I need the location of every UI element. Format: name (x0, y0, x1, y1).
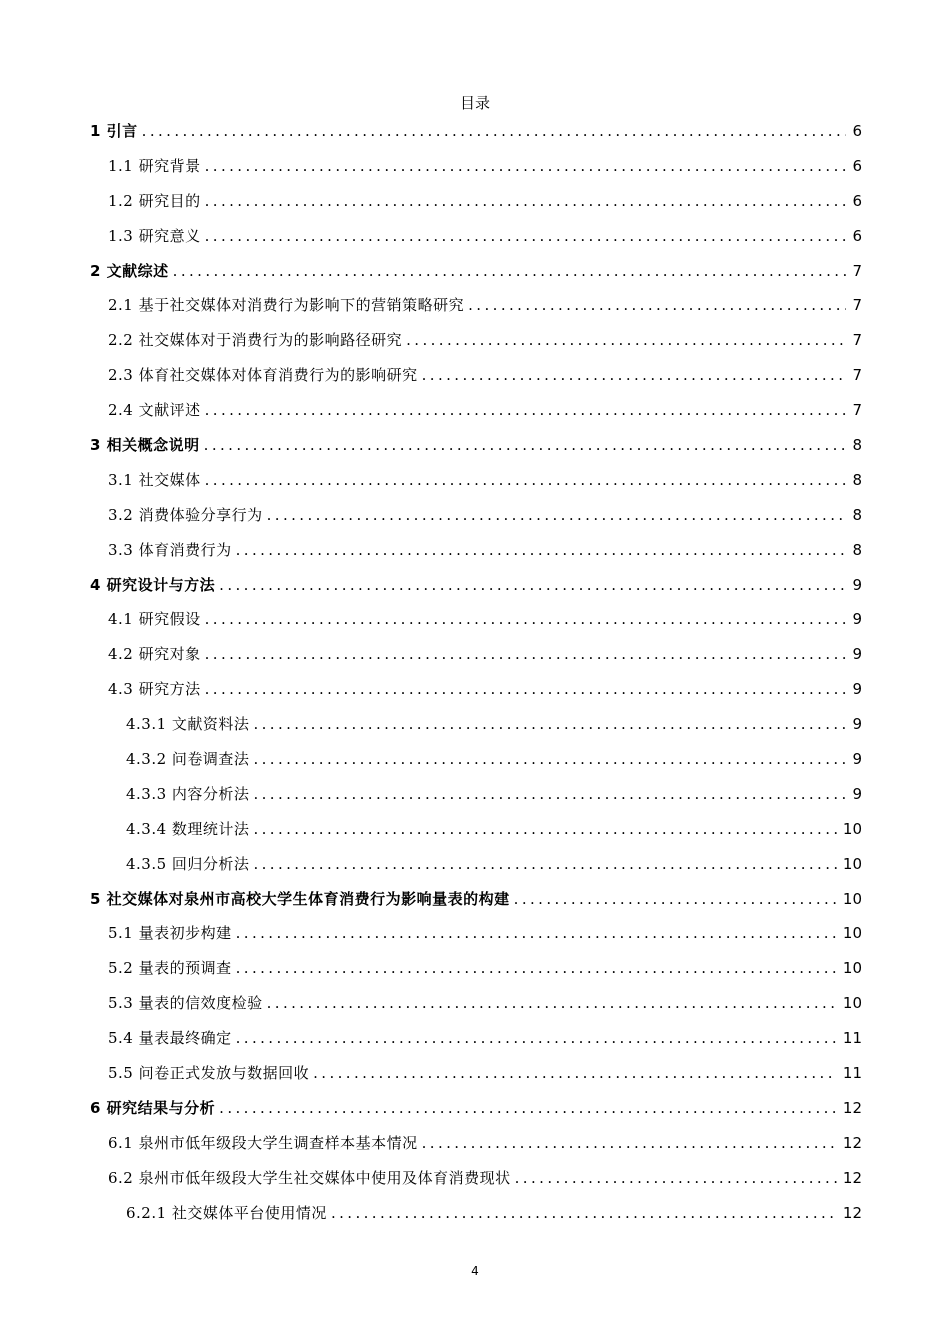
dot-leader (253, 777, 846, 812)
toc-entry-page: 7 (852, 366, 862, 385)
dot-leader (173, 254, 847, 289)
toc-entry-label: 3 相关概念说明 (90, 436, 200, 455)
dot-leader (205, 393, 847, 428)
page-number: 4 (471, 1264, 479, 1278)
dot-leader (515, 1161, 837, 1196)
toc-entry-page: 9 (852, 680, 862, 699)
toc-entry-page: 7 (852, 261, 862, 280)
toc-entry[interactable] (90, 986, 862, 1021)
toc-entry-page: 7 (852, 331, 862, 350)
toc-entry-label: 4.2 研究对象 (108, 645, 201, 664)
toc-entry-label: 4.3.2 问卷调查法 (126, 750, 250, 769)
toc-entry-label: 1.1 研究背景 (108, 156, 201, 175)
toc-entry-page: 12 (842, 1203, 862, 1222)
dot-leader (236, 951, 837, 986)
dot-leader (205, 637, 847, 672)
toc-entry-label: 5.5 问卷正式发放与数据回收 (108, 1064, 310, 1083)
dot-leader (253, 742, 846, 777)
toc-entry[interactable] (90, 672, 862, 707)
toc-entry[interactable] (90, 428, 862, 463)
toc-entry-label: 2 文献综述 (90, 261, 169, 280)
dot-leader (205, 672, 847, 707)
toc-entry-label: 4.3.1 文献资料法 (126, 715, 250, 734)
toc-entry-page: 9 (852, 784, 862, 803)
toc-entry-page: 9 (852, 750, 862, 769)
toc-entry-page: 6 (852, 226, 862, 245)
dot-leader (468, 288, 846, 323)
toc-entry[interactable] (90, 916, 862, 951)
toc-entry[interactable] (90, 533, 862, 568)
toc-entry-page: 8 (852, 540, 862, 559)
toc-entry[interactable] (90, 1091, 862, 1126)
dot-leader (236, 1021, 837, 1056)
toc-entry[interactable] (90, 847, 862, 882)
toc-entry[interactable] (90, 742, 862, 777)
toc-entry-page: 8 (852, 470, 862, 489)
toc-entry-label: 1 引言 (90, 122, 138, 140)
toc-entry[interactable] (90, 637, 862, 672)
toc-entry[interactable] (90, 1161, 862, 1196)
dot-leader (205, 149, 847, 184)
toc-entry-page: 10 (842, 819, 862, 838)
toc-entry-page: 12 (842, 1098, 862, 1117)
toc-entry-label: 4.3.3 内容分析法 (126, 784, 250, 803)
toc-entry[interactable] (90, 114, 862, 149)
toc-entry[interactable] (90, 219, 862, 254)
toc-entry[interactable] (90, 602, 862, 637)
dot-leader (205, 463, 847, 498)
toc-entry[interactable] (90, 288, 862, 323)
toc-entry[interactable] (90, 393, 862, 428)
toc-entry-page: 7 (852, 296, 862, 315)
toc-entry-page: 6 (852, 122, 862, 140)
toc-entry[interactable] (90, 1196, 862, 1231)
toc-entry[interactable] (90, 882, 862, 917)
toc-entry[interactable] (90, 568, 862, 603)
toc-entry-label: 6 研究结果与分析 (90, 1098, 216, 1117)
toc-entry[interactable] (90, 1021, 862, 1056)
toc-entry-label: 2.4 文献评述 (108, 401, 201, 420)
toc-entry-label: 3.2 消费体验分享行为 (108, 505, 263, 524)
toc-entry-page: 9 (852, 575, 862, 594)
toc-entry-label: 4.3.5 回归分析法 (126, 854, 250, 873)
toc-entry-label: 5.3 量表的信效度检验 (108, 994, 263, 1013)
toc-entry-label: 5.2 量表的预调查 (108, 959, 232, 978)
toc-entry-page: 12 (842, 1133, 862, 1152)
dot-leader (205, 602, 847, 637)
dot-leader (253, 812, 836, 847)
dot-leader (236, 916, 837, 951)
toc-entry-label: 4.1 研究假设 (108, 610, 201, 629)
toc-entry-page: 10 (842, 994, 862, 1013)
toc-entry[interactable] (90, 951, 862, 986)
toc-entry-page: 6 (852, 191, 862, 210)
toc-entry-page: 10 (842, 854, 862, 873)
toc-entry-page: 11 (842, 1029, 862, 1048)
toc-entry-label: 3.3 体育消费行为 (108, 540, 232, 559)
dot-leader (267, 498, 847, 533)
dot-leader (331, 1196, 837, 1231)
toc-entry-label: 5.1 量表初步构建 (108, 924, 232, 943)
toc-entry-label: 5.4 量表最终确定 (108, 1029, 232, 1048)
toc-entry-page: 9 (852, 610, 862, 629)
dot-leader (253, 847, 836, 882)
dot-leader (422, 358, 847, 393)
toc-entry-label: 5 社交媒体对泉州市高校大学生体育消费行为影响量表的构建 (90, 889, 510, 908)
toc-entry-page: 10 (842, 889, 862, 908)
dot-leader (514, 882, 837, 917)
toc-entry-label: 1.2 研究目的 (108, 191, 201, 210)
toc-entry-page: 9 (852, 715, 862, 734)
toc-entry-page: 8 (852, 436, 862, 455)
toc-entry-page: 11 (842, 1064, 862, 1083)
toc-entry[interactable] (90, 777, 862, 812)
dot-leader (236, 533, 847, 568)
toc-entry[interactable] (90, 1126, 862, 1161)
toc-entry[interactable] (90, 498, 862, 533)
dot-leader (267, 986, 837, 1021)
dot-leader (142, 114, 847, 149)
toc-entry[interactable] (90, 184, 862, 219)
toc-entry[interactable] (90, 149, 862, 184)
dot-leader (219, 568, 846, 603)
toc-title: 目录 (459, 94, 490, 112)
toc-entry-label: 2.2 社交媒体对于消费行为的影响路径研究 (108, 331, 403, 350)
toc-entry-label: 3.1 社交媒体 (108, 470, 201, 489)
toc-entry[interactable] (90, 323, 862, 358)
dot-leader (406, 323, 846, 358)
toc-entry-label: 2.3 体育社交媒体对体育消费行为的影响研究 (108, 366, 418, 385)
toc-entry-label: 4.3 研究方法 (108, 680, 201, 699)
dot-leader (313, 1056, 837, 1091)
toc-entry-label: 4 研究设计与方法 (90, 575, 216, 594)
toc-entry-label: 2.1 基于社交媒体对消费行为影响下的营销策略研究 (108, 296, 465, 315)
toc-entry-label: 6.2 泉州市低年级段大学生社交媒体中使用及体育消费现状 (108, 1168, 511, 1187)
toc-entry[interactable] (90, 358, 862, 393)
dot-leader (219, 1091, 837, 1126)
dot-leader (205, 184, 847, 219)
toc-entry-label: 6.1 泉州市低年级段大学生调查样本基本情况 (108, 1133, 418, 1152)
toc-entry-label: 6.2.1 社交媒体平台使用情况 (126, 1203, 327, 1222)
toc-entry-page: 8 (852, 505, 862, 524)
toc-entry[interactable] (90, 707, 862, 742)
toc-entry-page: 6 (852, 156, 862, 175)
dot-leader (253, 707, 846, 742)
toc-entry-page: 10 (842, 959, 862, 978)
toc-entry-page: 9 (852, 645, 862, 664)
toc-entry[interactable] (90, 463, 862, 498)
toc-entry-page: 10 (842, 924, 862, 943)
toc-entry-page: 12 (842, 1168, 862, 1187)
toc-entry-label: 1.3 研究意义 (108, 226, 201, 245)
toc-entry-label: 4.3.4 数理统计法 (126, 819, 250, 838)
dot-leader (422, 1126, 837, 1161)
toc-entry-page: 7 (852, 401, 862, 420)
table-of-contents (90, 114, 862, 1231)
toc-entry[interactable] (90, 254, 862, 289)
toc-entry[interactable] (90, 1056, 862, 1091)
dot-leader (205, 219, 847, 254)
toc-entry[interactable] (90, 812, 862, 847)
dot-leader (204, 428, 847, 463)
